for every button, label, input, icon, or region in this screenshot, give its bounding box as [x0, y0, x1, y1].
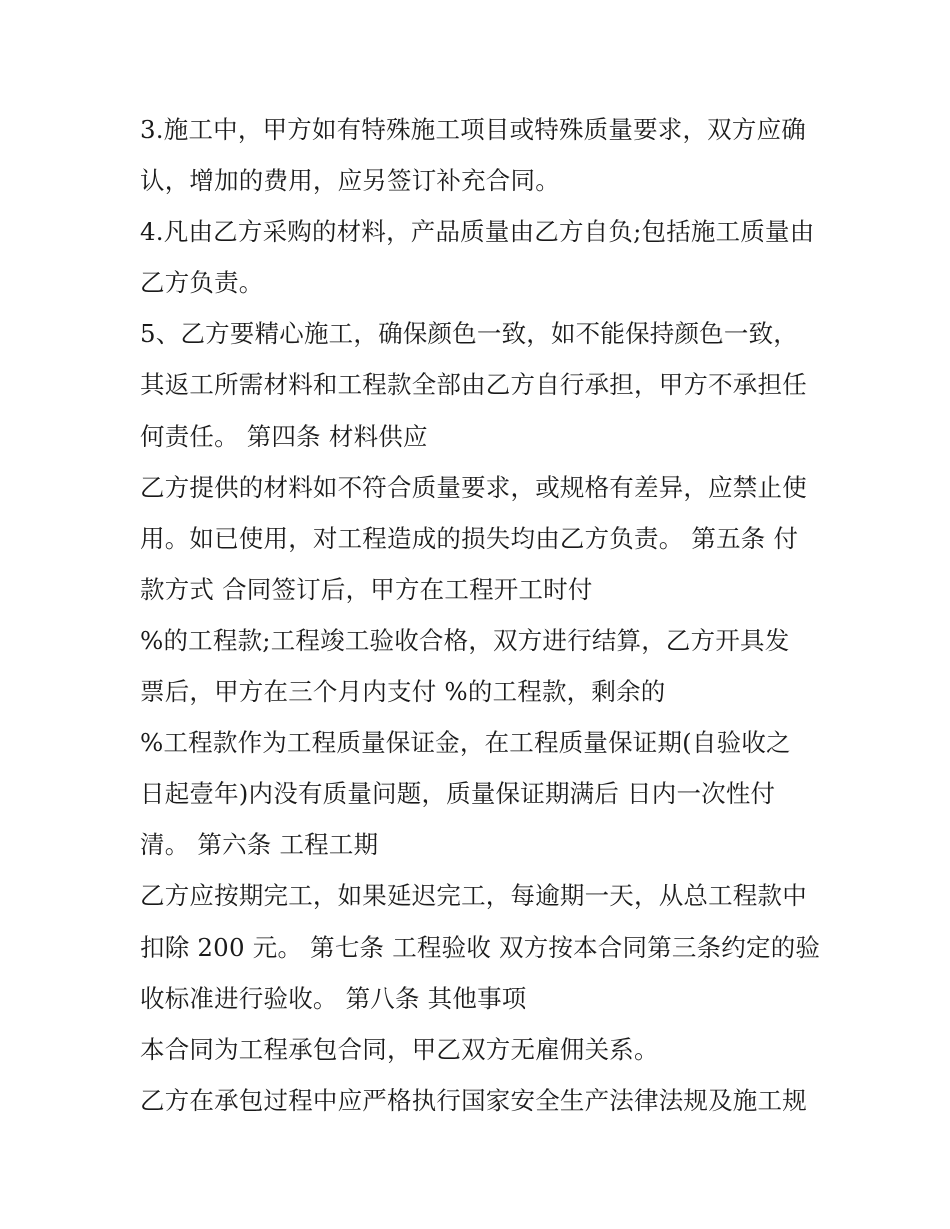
text-line: 扣除 200 元。 第七条 工程验收 双方按本合同第三条约定的验 [140, 932, 821, 962]
text-line: 本合同为工程承包合同，甲乙双方无雇佣关系。 [140, 1034, 659, 1064]
text-line: 乙方应按期完工，如果延迟完工，每逾期一天，从总工程款中 [140, 881, 807, 911]
text-line: 收标准进行验收。 第八条 其他事项 [140, 983, 527, 1013]
text-line: 3.施工中，甲方如有特殊施工项目或特殊质量要求，双方应确 [140, 115, 806, 144]
text-line: %的工程款;工程竣工验收合格，双方进行结算，乙方开具发 [140, 625, 790, 655]
text-line: 乙方负责。 [140, 268, 264, 298]
text-line: 5、乙方要精心施工，确保颜色一致，如不能保持颜色一致， [140, 319, 798, 349]
text-line: 日起壹年)内没有质量问题，质量保证期满后 日内一次性付 [140, 779, 776, 809]
text-line: 清。 第六条 工程工期 [140, 830, 379, 860]
text-line: 4.凡由乙方采购的材料，产品质量由乙方自负;包括施工质量由 [140, 217, 815, 247]
text-line: %工程款作为工程质量保证金，在工程质量保证期(自验收之 [140, 728, 791, 758]
text-line: 乙方提供的材料如不符合质量要求，或规格有差异，应禁止使 [140, 472, 807, 502]
text-line: 票后，甲方在三个月内支付 %的工程款，剩余的 [140, 677, 666, 707]
text-line: 认，增加的费用，应另签订补充合同。 [140, 166, 560, 196]
text-line: 乙方在承包过程中应严格执行国家安全生产法律法规及施工规 [140, 1085, 807, 1115]
text-line: 其返工所需材料和工程款全部由乙方自行承担，甲方不承担任 [140, 370, 807, 400]
text-line: 款方式 合同签订后，甲方在工程开工时付 [140, 574, 593, 604]
text-line: 用。如已使用，对工程造成的损失均由乙方负责。 第五条 付 [140, 523, 799, 553]
contract-text-block [140, 104, 830, 1126]
text-line: 何责任。 第四条 材料供应 [140, 421, 428, 451]
